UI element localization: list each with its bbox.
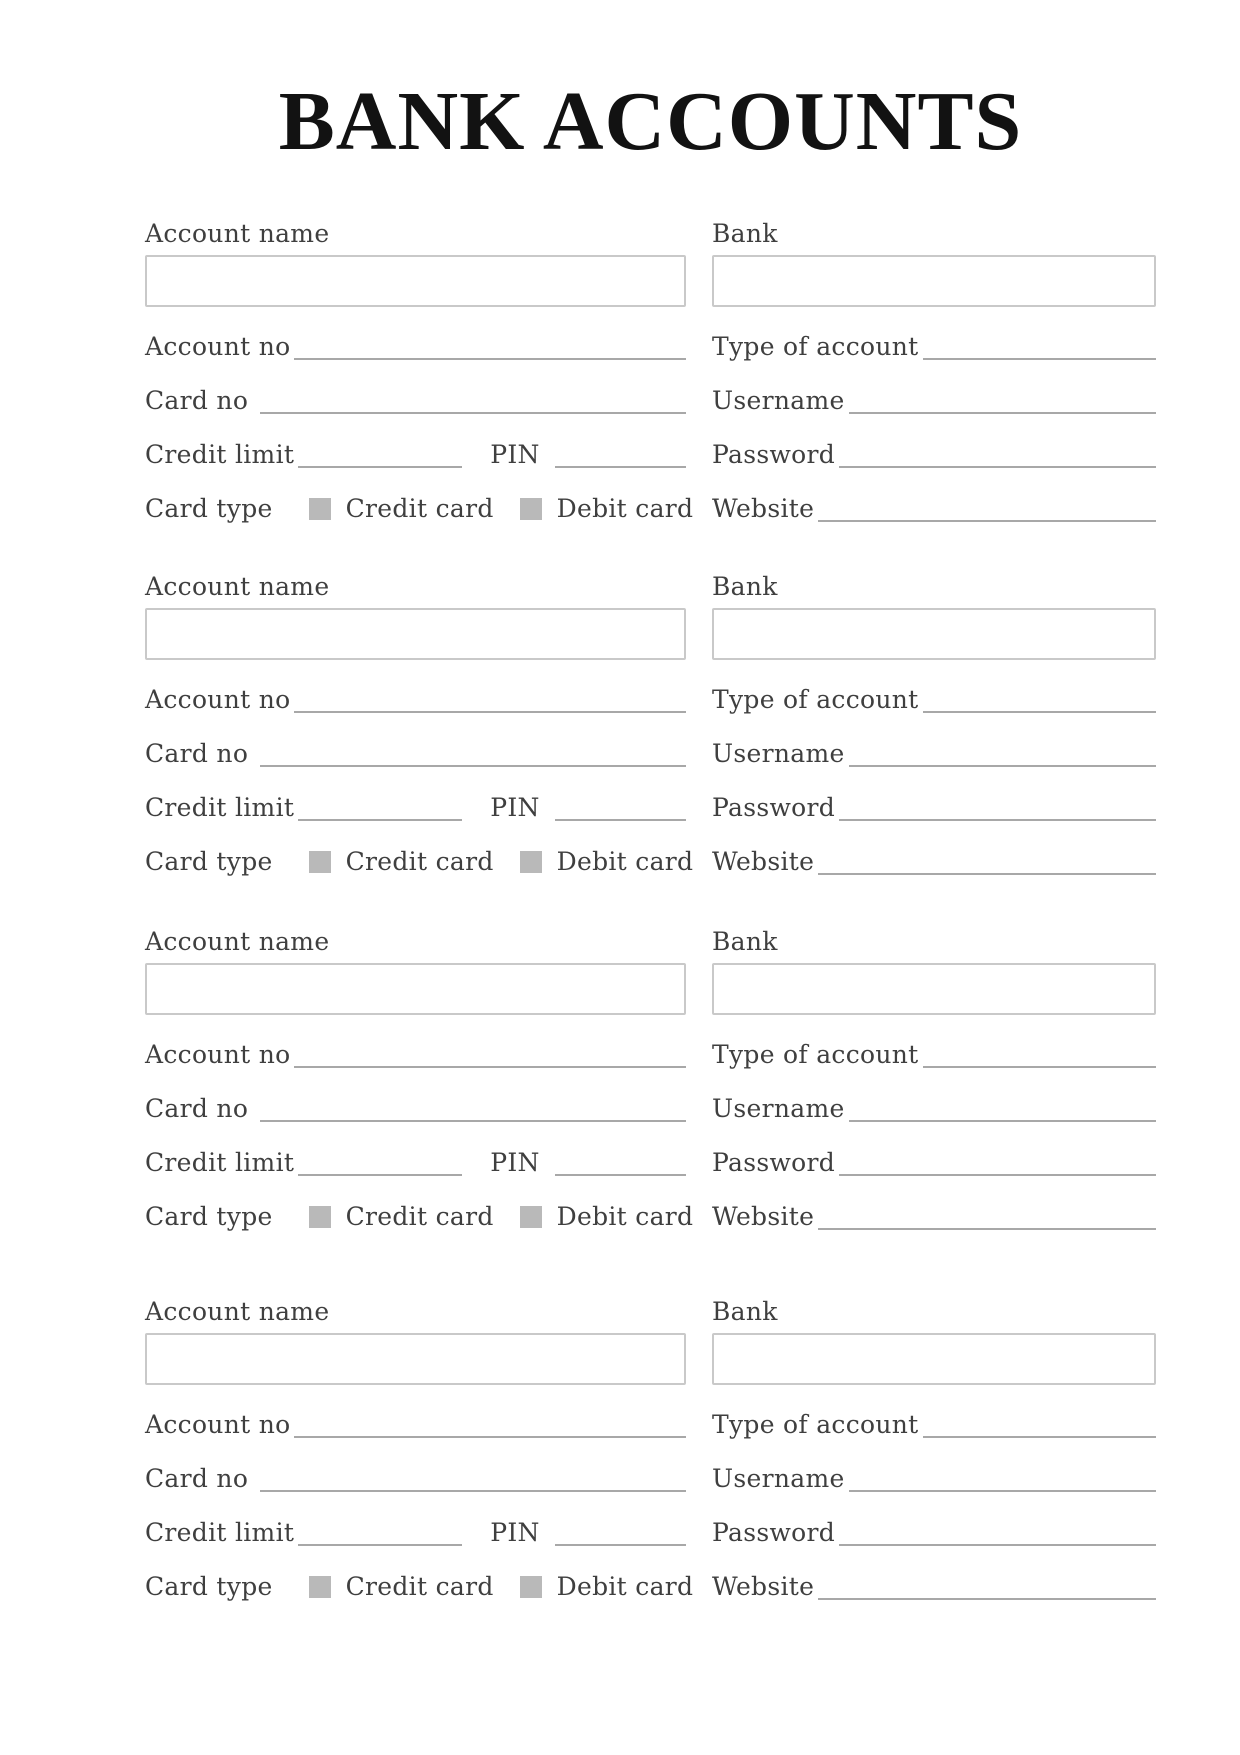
website-label: Website <box>712 847 815 876</box>
type-of-account-row <box>712 685 1156 714</box>
block-right-column <box>712 1297 1156 1601</box>
bank-input[interactable] <box>712 608 1156 660</box>
card-no-row <box>145 1464 686 1493</box>
pin-label: PIN <box>490 1148 540 1177</box>
bank-input[interactable] <box>712 1333 1156 1385</box>
website-label: Website <box>712 494 815 523</box>
account-no-row <box>145 1040 686 1069</box>
credit-limit-label: Credit limit <box>145 1148 295 1177</box>
bank-label: Bank <box>712 219 778 248</box>
type-of-account-input[interactable] <box>923 1410 1156 1438</box>
credit-limit-input[interactable] <box>298 793 462 821</box>
account-no-row <box>145 685 686 714</box>
block-left-column <box>145 927 694 1231</box>
password-input[interactable] <box>839 793 1156 821</box>
account-no-label: Account no <box>145 1040 291 1069</box>
card-type-row <box>145 1202 694 1231</box>
username-label: Username <box>712 739 845 768</box>
card-type-row <box>145 494 694 523</box>
username-row <box>712 386 1156 415</box>
website-input[interactable] <box>818 1202 1156 1230</box>
username-input[interactable] <box>849 1094 1156 1122</box>
type-of-account-row <box>712 332 1156 361</box>
website-input[interactable] <box>818 1572 1156 1600</box>
account-name-input[interactable] <box>145 1333 686 1385</box>
account-blocks <box>145 219 1156 1601</box>
account-no-label: Account no <box>145 1410 291 1439</box>
account-block <box>145 927 1156 1231</box>
account-no-input[interactable] <box>294 332 686 360</box>
debit-card-checkbox[interactable] <box>520 1206 542 1228</box>
password-input[interactable] <box>839 1148 1156 1176</box>
block-left-column <box>145 219 694 523</box>
website-input[interactable] <box>818 847 1156 875</box>
pin-input[interactable] <box>555 1148 686 1176</box>
account-no-label: Account no <box>145 685 291 714</box>
credit-limit-label: Credit limit <box>145 793 295 822</box>
debit-card-label: Debit card <box>556 1202 694 1231</box>
credit-limit-row <box>145 1518 686 1547</box>
password-label: Password <box>712 440 836 469</box>
account-name-input[interactable] <box>145 963 686 1015</box>
username-row <box>712 1094 1156 1123</box>
account-block <box>145 1297 1156 1601</box>
type-of-account-label: Type of account <box>712 1040 919 1069</box>
account-no-row <box>145 1410 686 1439</box>
bank-label: Bank <box>712 572 778 601</box>
card-no-row <box>145 386 686 415</box>
credit-card-label: Credit card <box>345 847 494 876</box>
credit-card-label: Credit card <box>345 1202 494 1231</box>
block-right-column <box>712 219 1156 523</box>
credit-limit-row <box>145 1148 686 1177</box>
account-block <box>145 219 1156 523</box>
website-label: Website <box>712 1572 815 1601</box>
card-no-label: Card no <box>145 386 249 415</box>
username-label: Username <box>712 1094 845 1123</box>
website-row <box>712 494 1156 523</box>
account-name-label: Account name <box>145 1297 330 1326</box>
bank-input[interactable] <box>712 255 1156 307</box>
credit-limit-input[interactable] <box>298 1148 462 1176</box>
credit-card-label: Credit card <box>345 1572 494 1601</box>
account-name-label: Account name <box>145 572 330 601</box>
credit-card-checkbox[interactable] <box>309 498 331 520</box>
account-name-label: Account name <box>145 219 330 248</box>
block-right-column <box>712 572 1156 876</box>
type-of-account-label: Type of account <box>712 1410 919 1439</box>
password-input[interactable] <box>839 1518 1156 1546</box>
pin-label: PIN <box>490 1518 540 1547</box>
username-label: Username <box>712 386 845 415</box>
pin-label: PIN <box>490 793 540 822</box>
credit-card-checkbox[interactable] <box>309 1576 331 1598</box>
card-no-label: Card no <box>145 1464 249 1493</box>
account-name-input[interactable] <box>145 255 686 307</box>
type-of-account-input[interactable] <box>923 685 1156 713</box>
account-no-label: Account no <box>145 332 291 361</box>
card-type-label: Card type <box>145 494 273 523</box>
bank-label: Bank <box>712 927 778 956</box>
username-input[interactable] <box>849 1464 1156 1492</box>
debit-card-checkbox[interactable] <box>520 498 542 520</box>
account-no-input[interactable] <box>294 1410 686 1438</box>
website-label: Website <box>712 1202 815 1231</box>
username-row <box>712 739 1156 768</box>
card-no-row <box>145 739 686 768</box>
username-input[interactable] <box>849 739 1156 767</box>
pin-input[interactable] <box>555 440 686 468</box>
website-row <box>712 1202 1156 1231</box>
credit-limit-label: Credit limit <box>145 440 295 469</box>
card-no-input[interactable] <box>260 1464 686 1492</box>
password-label: Password <box>712 1148 836 1177</box>
type-of-account-input[interactable] <box>923 332 1156 360</box>
block-left-column <box>145 1297 694 1601</box>
credit-limit-input[interactable] <box>298 1518 462 1546</box>
password-label: Password <box>712 793 836 822</box>
credit-card-label: Credit card <box>345 494 494 523</box>
account-name-label: Account name <box>145 927 330 956</box>
debit-card-label: Debit card <box>556 494 694 523</box>
account-name-input[interactable] <box>145 608 686 660</box>
type-of-account-row <box>712 1410 1156 1439</box>
username-row <box>712 1464 1156 1493</box>
website-input[interactable] <box>818 494 1156 522</box>
website-row <box>712 1572 1156 1601</box>
pin-input[interactable] <box>555 793 686 821</box>
card-type-row <box>145 1572 694 1601</box>
block-right-column <box>712 927 1156 1231</box>
pin-input[interactable] <box>555 1518 686 1546</box>
card-no-label: Card no <box>145 739 249 768</box>
credit-limit-input[interactable] <box>298 440 462 468</box>
card-no-row <box>145 1094 686 1123</box>
card-no-label: Card no <box>145 1094 249 1123</box>
type-of-account-label: Type of account <box>712 685 919 714</box>
credit-limit-label: Credit limit <box>145 1518 295 1547</box>
account-no-row <box>145 332 686 361</box>
type-of-account-input[interactable] <box>923 1040 1156 1068</box>
password-label: Password <box>712 1518 836 1547</box>
password-row <box>712 1148 1156 1177</box>
card-type-label: Card type <box>145 847 273 876</box>
credit-card-checkbox[interactable] <box>309 851 331 873</box>
password-row <box>712 793 1156 822</box>
password-row <box>712 1518 1156 1547</box>
debit-card-label: Debit card <box>556 847 694 876</box>
card-type-label: Card type <box>145 1202 273 1231</box>
credit-limit-row <box>145 440 686 469</box>
block-left-column <box>145 572 694 876</box>
account-no-input[interactable] <box>294 1040 686 1068</box>
type-of-account-label: Type of account <box>712 332 919 361</box>
card-type-label: Card type <box>145 1572 273 1601</box>
website-row <box>712 847 1156 876</box>
debit-card-checkbox[interactable] <box>520 851 542 873</box>
debit-card-checkbox[interactable] <box>520 1576 542 1598</box>
card-no-input[interactable] <box>260 386 686 414</box>
type-of-account-row <box>712 1040 1156 1069</box>
card-type-row <box>145 847 694 876</box>
password-row <box>712 440 1156 469</box>
password-input[interactable] <box>839 440 1156 468</box>
credit-card-checkbox[interactable] <box>309 1206 331 1228</box>
username-label: Username <box>712 1464 845 1493</box>
card-no-input[interactable] <box>260 1094 686 1122</box>
pin-label: PIN <box>490 440 540 469</box>
bank-input[interactable] <box>712 963 1156 1015</box>
credit-limit-row <box>145 793 686 822</box>
account-block <box>145 572 1156 876</box>
page-content <box>145 0 1156 1653</box>
debit-card-label: Debit card <box>556 1572 694 1601</box>
card-no-input[interactable] <box>260 739 686 767</box>
bank-label: Bank <box>712 1297 778 1326</box>
page-title: BANK ACCOUNTS <box>278 75 1023 168</box>
username-input[interactable] <box>849 386 1156 414</box>
account-no-input[interactable] <box>294 685 686 713</box>
